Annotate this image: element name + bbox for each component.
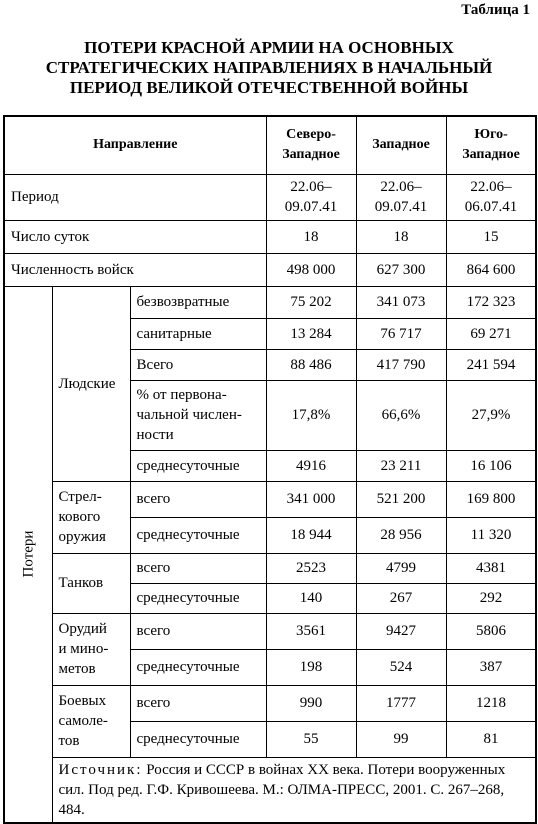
cell: 4799 bbox=[356, 553, 446, 583]
cell: 198 bbox=[266, 649, 356, 685]
cell: 169 800 bbox=[446, 481, 536, 517]
cell: 13 284 bbox=[266, 318, 356, 349]
sub-label: Всего bbox=[130, 349, 266, 380]
cell: 75 202 bbox=[266, 286, 356, 318]
cell: 28 956 bbox=[356, 517, 446, 553]
cell: 16 106 bbox=[446, 450, 536, 481]
header-direction: Направление bbox=[4, 116, 266, 174]
cell: 627 300 bbox=[356, 253, 446, 286]
sub-label: среднесуточные bbox=[130, 721, 266, 757]
source-text: Россия и СССР в войнах XX века. Потери вооруженных сил. Под ред. Г.Ф. Кривошеева. М.: ОЛМА-ПРЕСС, 2001. С. 267–268, 484. bbox=[58, 761, 506, 818]
losses-table bbox=[3, 115, 537, 824]
cell: 524 bbox=[356, 649, 446, 685]
cell: 9427 bbox=[356, 613, 446, 649]
sub-label: всего bbox=[130, 553, 266, 583]
group-label-rifles: Стрел- кового оружия bbox=[52, 481, 130, 553]
header-southwest: Юго- Западное bbox=[446, 116, 536, 174]
sub-label: среднесуточные bbox=[130, 583, 266, 613]
header-west: Западное bbox=[356, 116, 446, 174]
cell: 2523 bbox=[266, 553, 356, 583]
cell: 267 bbox=[356, 583, 446, 613]
cell: 22.06– 09.07.41 bbox=[356, 174, 446, 220]
title-line: ПЕРИОД ВЕЛИКОЙ ОТЕЧЕСТВЕННОЙ ВОЙНЫ bbox=[69, 78, 469, 97]
table-row bbox=[4, 553, 536, 583]
row-label-days: Число суток bbox=[4, 220, 266, 253]
group-label-tanks: Танков bbox=[52, 553, 130, 613]
source-prefix: Источник: bbox=[58, 761, 143, 778]
cell: 341 000 bbox=[266, 481, 356, 517]
source-row bbox=[4, 757, 536, 823]
row-label-strength: Численность войск bbox=[4, 253, 266, 286]
table-row bbox=[4, 286, 536, 318]
title-line: ПОТЕРИ КРАСНОЙ АРМИИ НА ОСНОВНЫХ bbox=[84, 38, 454, 57]
sub-label: % от первона- чальной числен- ности bbox=[130, 380, 266, 450]
cell: 88 486 bbox=[266, 349, 356, 380]
table-row bbox=[4, 685, 536, 721]
cell: 76 717 bbox=[356, 318, 446, 349]
cell: 69 271 bbox=[446, 318, 536, 349]
table-row bbox=[4, 174, 536, 220]
cell: 66,6% bbox=[356, 380, 446, 450]
cell: 18 944 bbox=[266, 517, 356, 553]
sub-label: среднесуточные bbox=[130, 450, 266, 481]
group-label-people: Людские bbox=[52, 286, 130, 481]
header-northwest: Северо- Западное bbox=[266, 116, 356, 174]
cell: 521 200 bbox=[356, 481, 446, 517]
cell: 1777 bbox=[356, 685, 446, 721]
cell: 22.06– 06.07.41 bbox=[446, 174, 536, 220]
cell: 17,8% bbox=[266, 380, 356, 450]
cell: 341 073 bbox=[356, 286, 446, 318]
table-number-label: Таблица 1 bbox=[461, 2, 530, 18]
group-label-aircraft: Боевых самоле- тов bbox=[52, 685, 130, 757]
cell: 292 bbox=[446, 583, 536, 613]
cell: 15 bbox=[446, 220, 536, 253]
cell: 99 bbox=[356, 721, 446, 757]
cell: 387 bbox=[446, 649, 536, 685]
cell: 81 bbox=[446, 721, 536, 757]
cell: 1218 bbox=[446, 685, 536, 721]
table-row bbox=[4, 481, 536, 517]
cell: 55 bbox=[266, 721, 356, 757]
sub-label: среднесуточные bbox=[130, 517, 266, 553]
table-row bbox=[4, 253, 536, 286]
sub-label: всего bbox=[130, 613, 266, 649]
sub-label: всего bbox=[130, 685, 266, 721]
cell: 3561 bbox=[266, 613, 356, 649]
cell: 140 bbox=[266, 583, 356, 613]
sub-label: безвозвратные bbox=[130, 286, 266, 318]
cell: 864 600 bbox=[446, 253, 536, 286]
title-line: СТРАТЕГИЧЕСКИХ НАПРАВЛЕНИЯХ В НАЧАЛЬНЫЙ bbox=[45, 58, 493, 77]
table-title bbox=[0, 38, 538, 98]
cell: 18 bbox=[356, 220, 446, 253]
cell: 4381 bbox=[446, 553, 536, 583]
cell: 18 bbox=[266, 220, 356, 253]
cell: 5806 bbox=[446, 613, 536, 649]
cell: 4916 bbox=[266, 450, 356, 481]
cell: 498 000 bbox=[266, 253, 356, 286]
row-label-period: Период bbox=[4, 174, 266, 220]
cell: 417 790 bbox=[356, 349, 446, 380]
sub-label: среднесуточные bbox=[130, 649, 266, 685]
table-row bbox=[4, 613, 536, 649]
sub-label: санитарные bbox=[130, 318, 266, 349]
cell: 990 bbox=[266, 685, 356, 721]
sub-label: всего bbox=[130, 481, 266, 517]
losses-vertical-label: Потери bbox=[4, 286, 52, 823]
cell: 241 594 bbox=[446, 349, 536, 380]
cell: 27,9% bbox=[446, 380, 536, 450]
header-row bbox=[4, 116, 536, 174]
group-label-guns: Орудий и мино- метов bbox=[52, 613, 130, 685]
cell: 22.06– 09.07.41 bbox=[266, 174, 356, 220]
source-note bbox=[52, 757, 536, 823]
cell: 11 320 bbox=[446, 517, 536, 553]
table-row bbox=[4, 220, 536, 253]
cell: 23 211 bbox=[356, 450, 446, 481]
cell: 172 323 bbox=[446, 286, 536, 318]
